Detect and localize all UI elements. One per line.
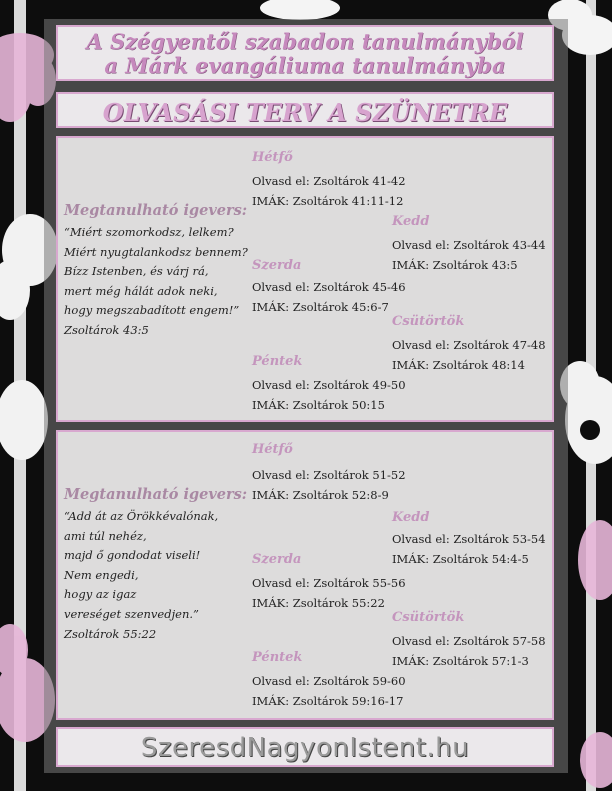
title-line-2: a Márk evangáliuma tanulmányba (104, 53, 506, 78)
day-name-szerda: Szerda (252, 258, 302, 273)
reading: Olvasd el: Zsoltárok 45-46 (252, 280, 406, 294)
verse-line: mert még hálát adok neki, (64, 283, 218, 298)
prayer: IMÁK: Zsoltárok 57:1-3 (392, 654, 529, 668)
verse-line: ami túl nehéz, (64, 528, 147, 543)
verse-line: “Add át az Örökkévalónak, (64, 509, 219, 523)
prayer: IMÁK: Zsoltárok 50:15 (252, 398, 385, 412)
prayer: IMÁK: Zsoltárok 45:6-7 (252, 300, 389, 314)
day-name-kedd: Kedd (392, 214, 430, 229)
verse-line: Bízz Istenben, és várj rá, (64, 264, 209, 279)
plan-title: OLVASÁSI TERV A SZÜNETRE (102, 98, 508, 127)
verse-line: Miért nyugtalankodsz bennem? (64, 244, 248, 259)
day-name-csutortok: Csütörtök (392, 610, 465, 625)
reading: Olvasd el: Zsoltárok 55-56 (252, 576, 406, 590)
reading: Olvasd el: Zsoltárok 57-58 (392, 634, 546, 648)
verse-line: hogy megszabadított engem!” (64, 303, 240, 318)
verse-reference: Zsoltárok 43:5 (64, 322, 149, 337)
reading: Olvasd el: Zsoltárok 53-54 (392, 532, 546, 546)
title-line-1: A Szégyentől szabadon tanulmányból (86, 29, 524, 54)
verse-line: hogy az igaz (64, 587, 137, 602)
footer-box (56, 727, 554, 767)
reading: Olvasd el: Zsoltárok 49-50 (252, 378, 406, 392)
verse-text (64, 223, 248, 341)
prayer: IMÁK: Zsoltárok 55:22 (252, 596, 385, 610)
verse-line: “Miért szomorkodsz, lelkem? (64, 225, 234, 239)
prayer: IMÁK: Zsoltárok 52:8-9 (252, 488, 389, 502)
day-name-pentek: Péntek (252, 650, 303, 665)
reading: Olvasd el: Zsoltárok 47-48 (392, 338, 546, 352)
verse-heading: Megtanulható igevers: (64, 202, 248, 219)
plan-title-box (56, 92, 554, 128)
reading: Olvasd el: Zsoltárok 43-44 (392, 238, 546, 252)
verse-line: vereséget szenvedjen.” (64, 606, 199, 621)
reading: Olvasd el: Zsoltárok 51-52 (252, 468, 406, 482)
verse-line: Nem engedi, (64, 567, 139, 582)
week-1-panel (56, 136, 554, 422)
prayer: IMÁK: Zsoltárok 43:5 (392, 258, 518, 272)
day-name-szerda: Szerda (252, 552, 302, 567)
reading: Olvasd el: Zsoltárok 41-42 (252, 174, 406, 188)
title-box (56, 25, 554, 81)
day-name-csutortok: Csütörtök (392, 314, 465, 329)
day-name-pentek: Péntek (252, 354, 303, 369)
prayer: IMÁK: Zsoltárok 48:14 (392, 358, 525, 372)
verse-reference: Zsoltárok 55:22 (64, 626, 157, 641)
prayer: IMÁK: Zsoltárok 41:11-12 (252, 194, 404, 208)
verse-text (64, 507, 218, 644)
verse-heading: Megtanulható igevers: (64, 486, 248, 503)
verse-line: majd ő gondodat viseli! (64, 548, 201, 563)
day-name-kedd: Kedd (392, 510, 430, 525)
day-name-hetfo: Hétfő (252, 150, 293, 165)
week-2-panel (56, 430, 554, 720)
reading: Olvasd el: Zsoltárok 59-60 (252, 674, 406, 688)
prayer: IMÁK: Zsoltárok 59:16-17 (252, 694, 404, 708)
prayer: IMÁK: Zsoltárok 54:4-5 (392, 552, 529, 566)
site-url: SzeresdNagyonIstent.hu (140, 733, 470, 763)
day-name-hetfo: Hétfő (252, 442, 293, 457)
